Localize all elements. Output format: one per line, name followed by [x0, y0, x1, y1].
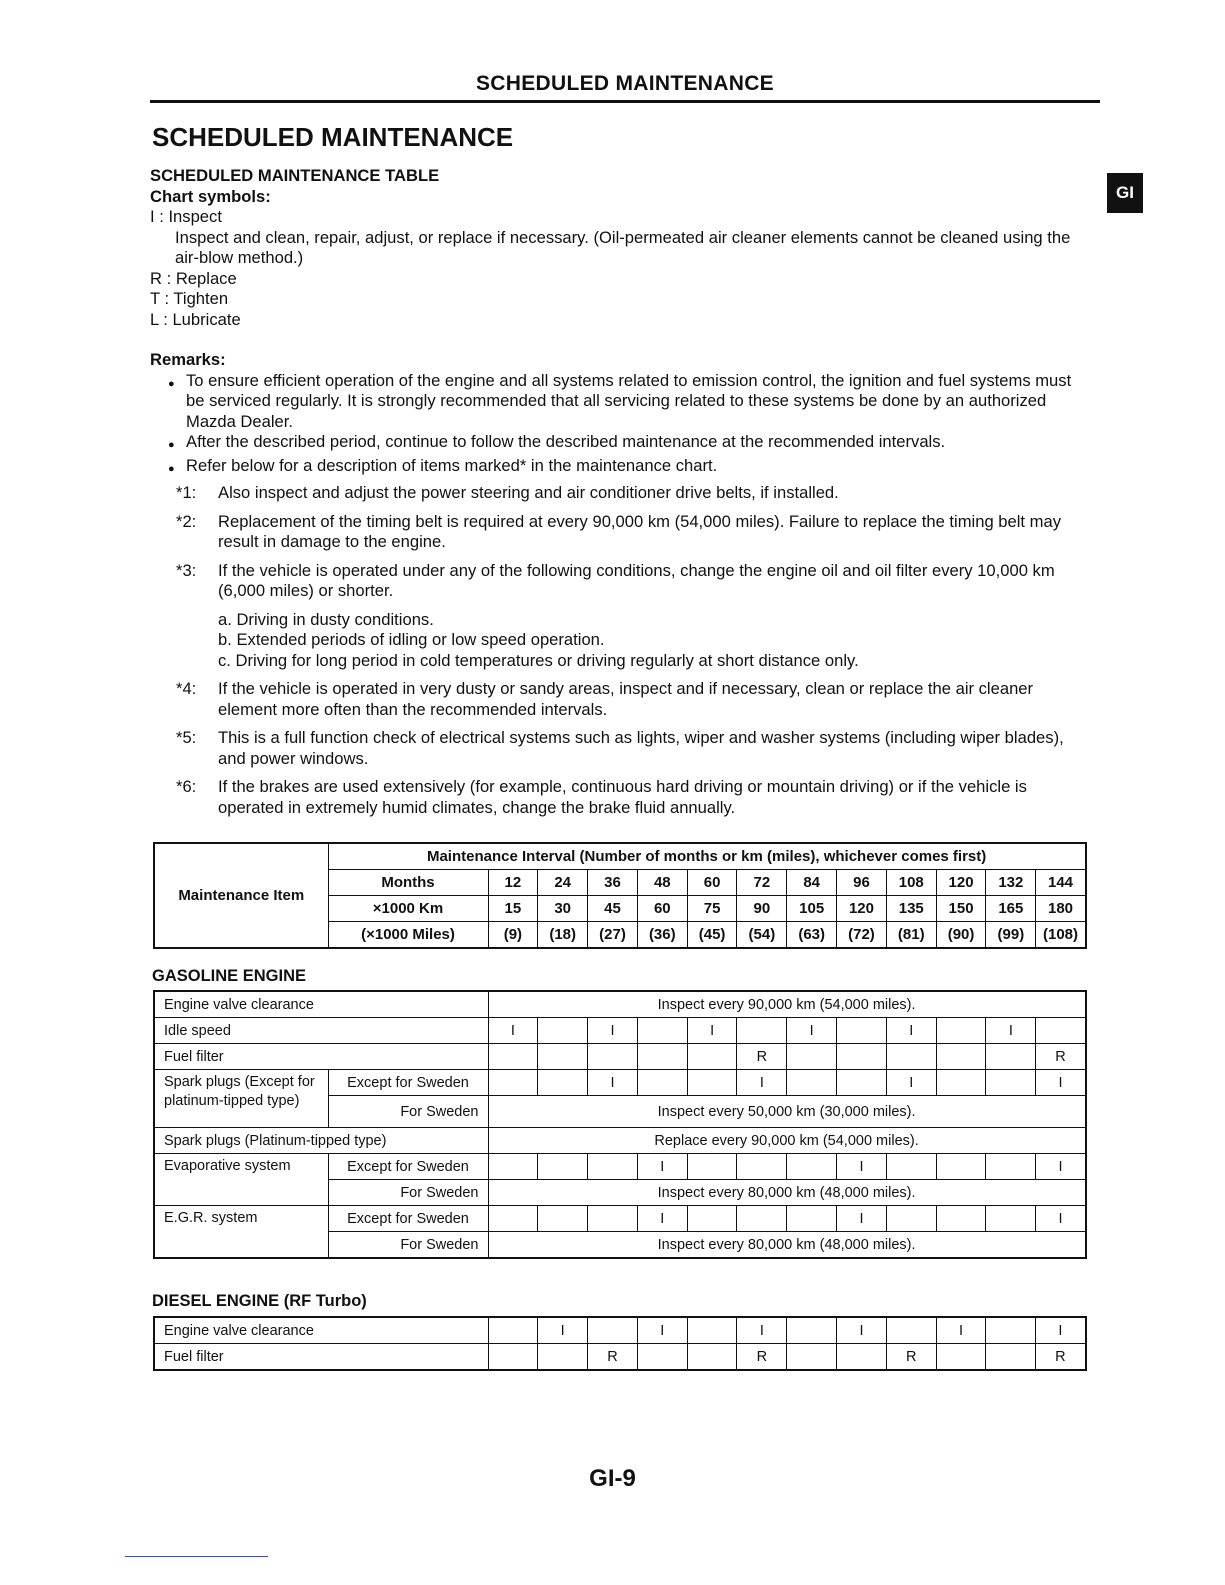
interval-months-cell: 48 — [637, 870, 687, 896]
interval-miles-cell: (63) — [787, 922, 837, 949]
interval-months-cell: 12 — [488, 870, 538, 896]
schedule-cell: I — [1036, 1317, 1086, 1344]
bullet-dot-icon: ● — [168, 462, 175, 475]
interval-months-cell: 36 — [588, 870, 638, 896]
schedule-cell: I — [837, 1317, 887, 1344]
schedule-cell — [488, 1070, 538, 1096]
remark-bullet: ● To ensure efficient operation of the engine and all systems related to emission control, the ignition and fuel systems must be serviced regularly. It is strongly recommended that all servicing related to these systems be done by an authorized Mazda Dealer. — [168, 370, 1072, 431]
km-label: ×1000 Km — [328, 896, 488, 922]
remark-bullet: ● After the described period, continue to follow the described maintenance at the recommended intervals. — [168, 432, 1080, 456]
interval-note: Inspect every 90,000 km (54,000 miles). — [488, 991, 1086, 1018]
interval-months-cell: 108 — [886, 870, 936, 896]
schedule-cell: I — [637, 1317, 687, 1344]
item-label: Evaporative system — [154, 1154, 328, 1206]
schedule-cell — [986, 1344, 1036, 1371]
schedule-cell: I — [1036, 1206, 1086, 1232]
section-tab[interactable]: GI — [1107, 173, 1143, 213]
schedule-cell: R — [588, 1344, 638, 1371]
schedule-cell — [538, 1070, 588, 1096]
interval-miles-cell: (9) — [488, 922, 538, 949]
schedule-cell — [737, 1206, 787, 1232]
page-number: GI-9 — [589, 1465, 636, 1492]
schedule-cell — [986, 1317, 1036, 1344]
table-row — [154, 1070, 1086, 1096]
schedule-cell: I — [737, 1070, 787, 1096]
interval-km-cell: 105 — [787, 896, 837, 922]
remark-condition: a. Driving in dusty conditions. — [218, 609, 434, 629]
schedule-cell — [936, 1070, 986, 1096]
symbol-replace: R : Replace — [150, 268, 237, 288]
remarks-label: Remarks: — [150, 350, 226, 369]
remark-bullet: ● Refer below for a description of items marked* in the maintenance chart. — [168, 456, 1080, 480]
schedule-cell — [687, 1044, 737, 1070]
remark-note: *3: If the vehicle is operated under any of the following conditions, change the engine oil and oil filter every 10,000 km (6,000 miles) or shorter. — [176, 560, 1055, 600]
interval-miles-cell: (54) — [737, 922, 787, 949]
item-label: Engine valve clearance — [154, 991, 488, 1018]
schedule-cell — [488, 1344, 538, 1371]
interval-note: Inspect every 50,000 km (30,000 miles). — [488, 1096, 1086, 1128]
condition-label: For Sweden — [328, 1180, 488, 1206]
schedule-cell — [687, 1070, 737, 1096]
table-row — [154, 1317, 1086, 1344]
schedule-cell — [588, 1044, 638, 1070]
interval-miles-cell: (108) — [1036, 922, 1086, 949]
schedule-cell — [787, 1070, 837, 1096]
schedule-cell — [488, 1206, 538, 1232]
interval-km-cell: 60 — [637, 896, 687, 922]
schedule-cell — [538, 1044, 588, 1070]
bullet-dot-icon: ● — [168, 377, 175, 390]
schedule-cell: I — [886, 1018, 936, 1044]
schedule-cell — [787, 1154, 837, 1180]
interval-km-cell: 120 — [837, 896, 887, 922]
schedule-cell: I — [538, 1317, 588, 1344]
schedule-cell — [886, 1206, 936, 1232]
table-row — [154, 1206, 1086, 1232]
diesel-table — [153, 1316, 1087, 1371]
interval-note: Inspect every 80,000 km (48,000 miles). — [488, 1180, 1086, 1206]
bullet-dot-icon: ● — [168, 439, 175, 451]
schedule-cell: I — [936, 1317, 986, 1344]
table-title: SCHEDULED MAINTENANCE TABLE — [150, 166, 440, 185]
interval-note: Inspect every 80,000 km (48,000 miles). — [488, 1232, 1086, 1259]
schedule-cell — [538, 1206, 588, 1232]
schedule-cell — [837, 1018, 887, 1044]
miles-label: (×1000 Miles) — [328, 922, 488, 949]
schedule-cell: I — [637, 1206, 687, 1232]
schedule-cell: I — [1036, 1070, 1086, 1096]
schedule-cell — [986, 1154, 1036, 1180]
remark-note: *5: This is a full function check of electrical systems such as lights, wiper and washer systems (including wiper blades), and power windows. — [176, 728, 1064, 768]
interval-km-cell: 75 — [687, 896, 737, 922]
schedule-cell: R — [737, 1044, 787, 1070]
schedule-cell: I — [986, 1018, 1036, 1044]
schedule-cell: I — [588, 1018, 638, 1044]
interval-months-cell: 72 — [737, 870, 787, 896]
interval-months-cell: 24 — [538, 870, 588, 896]
schedule-cell: R — [1036, 1344, 1086, 1371]
schedule-cell — [687, 1344, 737, 1371]
schedule-cell: I — [737, 1317, 787, 1344]
schedule-cell — [488, 1044, 538, 1070]
symbol-lubricate: L : Lubricate — [150, 309, 241, 329]
remark-note: *6: If the brakes are used extensively (for example, continuous hard driving or mountain driving) or if the vehicle is operated in extremely humid climates, change the brake fluid annually. — [176, 777, 1027, 817]
interval-miles-cell: (27) — [588, 922, 638, 949]
header-rule — [150, 100, 1100, 103]
interval-miles-cell: (18) — [538, 922, 588, 949]
table-row — [154, 1154, 1086, 1180]
schedule-cell — [787, 1317, 837, 1344]
schedule-cell — [538, 1344, 588, 1371]
maintenance-item-header: Maintenance Item — [154, 843, 328, 948]
schedule-cell — [986, 1044, 1036, 1070]
schedule-cell: R — [737, 1344, 787, 1371]
schedule-cell — [687, 1317, 737, 1344]
condition-label: Except for Sweden — [328, 1154, 488, 1180]
table-row — [154, 1344, 1086, 1371]
symbol-inspect-desc: Inspect and clean, repair, adjust, or replace if necessary. (Oil-permeated air cleaner elements cannot be cleaned using the air-blow method.) — [175, 227, 1071, 267]
interval-note: Replace every 90,000 km (54,000 miles). — [488, 1128, 1086, 1154]
item-label: Fuel filter — [154, 1344, 488, 1371]
schedule-cell — [637, 1018, 687, 1044]
interval-months-cell: 144 — [1036, 870, 1086, 896]
schedule-cell — [886, 1317, 936, 1344]
schedule-cell — [936, 1018, 986, 1044]
schedule-cell — [936, 1044, 986, 1070]
intro-text — [150, 166, 1080, 818]
symbol-inspect: I : Inspect — [150, 207, 222, 226]
interval-table — [153, 842, 1087, 949]
schedule-cell — [637, 1070, 687, 1096]
schedule-cell — [787, 1206, 837, 1232]
symbol-tighten: T : Tighten — [150, 289, 229, 308]
schedule-cell — [986, 1070, 1036, 1096]
interval-km-cell: 135 — [886, 896, 936, 922]
condition-label: For Sweden — [328, 1096, 488, 1128]
schedule-cell — [886, 1044, 936, 1070]
schedule-cell — [787, 1344, 837, 1371]
interval-months-cell: 96 — [837, 870, 887, 896]
condition-label: Except for Sweden — [328, 1070, 488, 1096]
table-row — [154, 1128, 1086, 1154]
schedule-cell — [936, 1344, 986, 1371]
schedule-cell — [687, 1206, 737, 1232]
table-row — [154, 1018, 1086, 1044]
interval-months-cell: 120 — [936, 870, 986, 896]
schedule-cell — [588, 1317, 638, 1344]
item-label: Engine valve clearance — [154, 1317, 488, 1344]
schedule-cell — [986, 1206, 1036, 1232]
schedule-cell — [538, 1018, 588, 1044]
interval-header: Maintenance Interval (Number of months or km (miles), whichever comes first) — [328, 843, 1086, 870]
remark-note: *4: If the vehicle is operated in very dusty or sandy areas, inspect and if necessary, clean or replace the air cleaner element more often than the recommended intervals. — [176, 679, 1034, 719]
schedule-cell — [488, 1317, 538, 1344]
running-header: SCHEDULED MAINTENANCE — [476, 72, 774, 95]
schedule-cell — [936, 1154, 986, 1180]
interval-km-cell: 30 — [538, 896, 588, 922]
schedule-cell: I — [886, 1070, 936, 1096]
schedule-cell — [837, 1344, 887, 1371]
schedule-cell: I — [787, 1018, 837, 1044]
item-label: Spark plugs (Except for platinum-tipped type) — [154, 1070, 328, 1128]
interval-km-cell: 150 — [936, 896, 986, 922]
footer-link-underline — [125, 1556, 268, 1557]
schedule-cell — [787, 1044, 837, 1070]
remark-note: *2: Replacement of the timing belt is required at every 90,000 km (54,000 miles). Failure to replace the timing belt may result in damage to the engine. — [176, 511, 1061, 551]
schedule-cell — [837, 1044, 887, 1070]
schedule-cell: R — [1036, 1044, 1086, 1070]
schedule-cell — [687, 1154, 737, 1180]
chart-symbols-label: Chart symbols: — [150, 186, 271, 206]
schedule-cell — [886, 1154, 936, 1180]
remark-note: *1: Also inspect and adjust the power steering and air conditioner drive belts, if installed. — [176, 483, 839, 502]
schedule-cell — [588, 1154, 638, 1180]
interval-months-cell: 84 — [787, 870, 837, 896]
schedule-cell — [936, 1206, 986, 1232]
schedule-cell: R — [886, 1344, 936, 1371]
schedule-cell: I — [488, 1018, 538, 1044]
schedule-cell — [637, 1344, 687, 1371]
schedule-cell — [737, 1018, 787, 1044]
months-label: Months — [328, 870, 488, 896]
interval-km-cell: 180 — [1036, 896, 1086, 922]
item-label: Idle speed — [154, 1018, 488, 1044]
interval-km-cell: 90 — [737, 896, 787, 922]
interval-km-cell: 15 — [488, 896, 538, 922]
schedule-cell — [637, 1044, 687, 1070]
interval-miles-cell: (90) — [936, 922, 986, 949]
table-row — [154, 1044, 1086, 1070]
condition-label: For Sweden — [328, 1232, 488, 1259]
interval-miles-cell: (72) — [837, 922, 887, 949]
schedule-cell — [737, 1154, 787, 1180]
interval-miles-cell: (99) — [986, 922, 1036, 949]
schedule-cell: I — [837, 1206, 887, 1232]
item-label: Fuel filter — [154, 1044, 488, 1070]
diesel-engine-title: DIESEL ENGINE (RF Turbo) — [152, 1292, 367, 1310]
interval-miles-cell: (45) — [687, 922, 737, 949]
schedule-cell — [488, 1154, 538, 1180]
condition-label: Except for Sweden — [328, 1206, 488, 1232]
remark-condition: c. Driving for long period in cold temperatures or driving regularly at short distance only. — [218, 650, 859, 670]
page-title: SCHEDULED MAINTENANCE — [152, 122, 514, 152]
schedule-cell — [837, 1070, 887, 1096]
schedule-cell: I — [1036, 1154, 1086, 1180]
schedule-cell: I — [687, 1018, 737, 1044]
item-label: E.G.R. system — [154, 1206, 328, 1259]
schedule-cell — [588, 1206, 638, 1232]
schedule-cell — [538, 1154, 588, 1180]
gasoline-table — [153, 990, 1087, 1259]
gasoline-engine-title: GASOLINE ENGINE — [152, 967, 307, 985]
interval-months-cell: 132 — [986, 870, 1036, 896]
interval-km-cell: 165 — [986, 896, 1036, 922]
schedule-cell: I — [588, 1070, 638, 1096]
interval-months-cell: 60 — [687, 870, 737, 896]
item-label: Spark plugs (Platinum-tipped type) — [154, 1128, 488, 1154]
remark-condition: b. Extended periods of idling or low speed operation. — [218, 630, 605, 649]
table-row — [154, 991, 1086, 1018]
schedule-cell: I — [837, 1154, 887, 1180]
schedule-cell — [1036, 1018, 1086, 1044]
interval-miles-cell: (81) — [886, 922, 936, 949]
schedule-cell: I — [637, 1154, 687, 1180]
interval-km-cell: 45 — [588, 896, 638, 922]
interval-miles-cell: (36) — [637, 922, 687, 949]
